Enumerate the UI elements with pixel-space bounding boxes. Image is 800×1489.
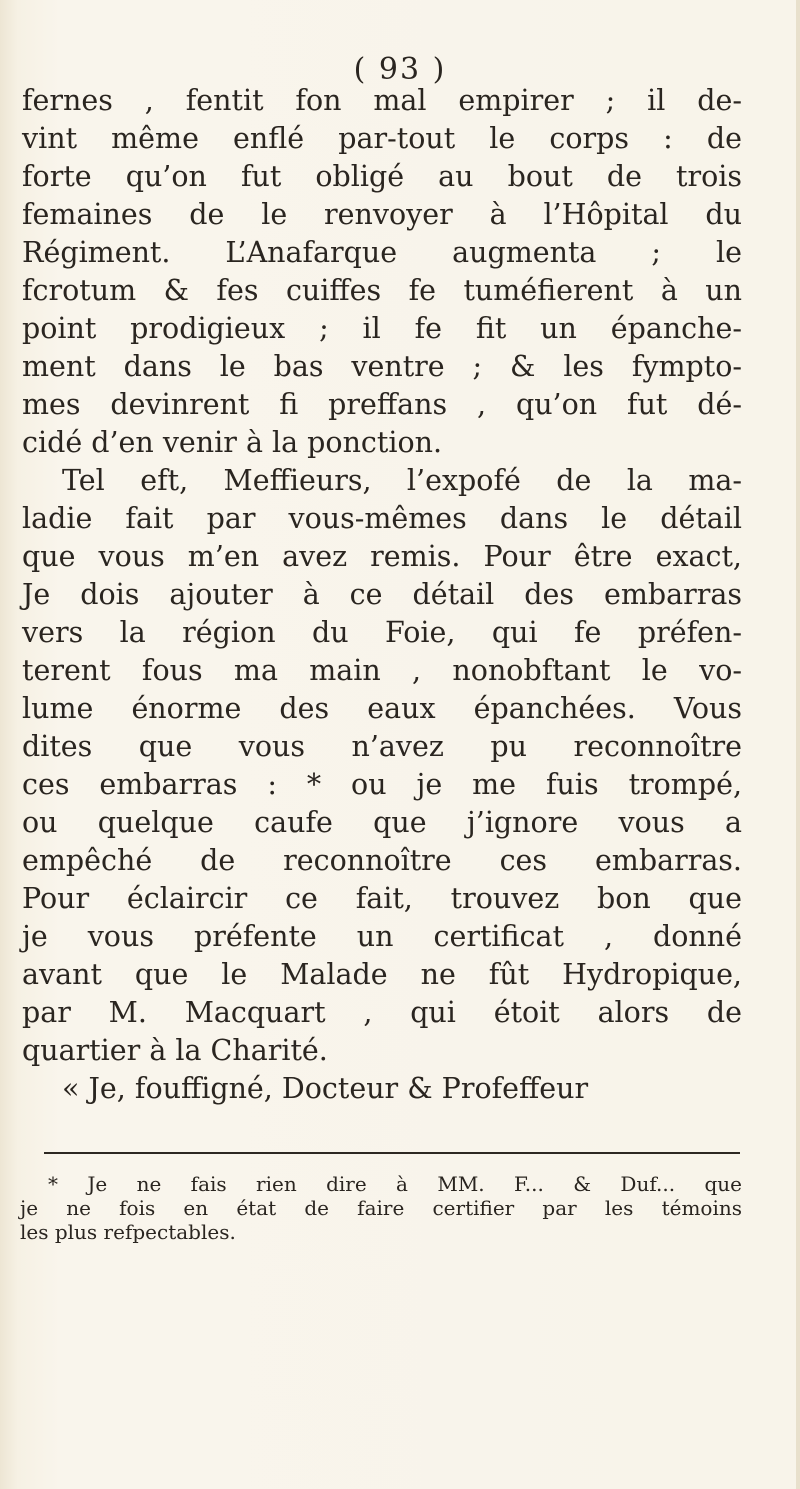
footnote-line: les plus refpectables. [20,1220,236,1244]
footnote-line: je ne fois en état de faire certifier par les témoins [20,1196,742,1220]
page-number: ( 93 ) [353,52,447,87]
text-line: Pour éclaircir ce fait, trouvez bon que [22,882,742,915]
text-line: cidé d’en venir à la ponction. [22,426,443,459]
text-line: vers la région du Foie, qui fe préfen- [22,616,742,649]
text-line: quartier à la Charité. [22,1034,328,1067]
footnote [20,1172,742,1244]
text-line: Régiment. L’Anafarque augmenta ; le [22,236,742,269]
text-line: dites que vous n’avez pu reconnoître [22,730,742,763]
text-line: forte qu’on fut obligé au bout de trois [22,160,742,193]
text-line: Je dois ajouter à ce détail des embarras [22,578,742,611]
text-line: fcrotum & fes cuiffes fe tuméfierent à un [22,274,742,307]
text-line: fernes , fentit fon mal empirer ; il de- [22,84,742,117]
text-line: avant que le Malade ne fût Hydropique, [22,958,742,991]
text-line: lume énorme des eaux épanchées. Vous [22,692,742,725]
text-line: « Je, fouffigné, Docteur & Profeffeur [62,1072,589,1105]
text-line: ou quelque caufe que j’ignore vous a [22,806,742,839]
footnote-line: * Je ne fais rien dire à MM. F... & Duf... que [48,1172,742,1196]
text-line: empêché de reconnoître ces embarras. [22,844,742,877]
text-line: ladie fait par vous-mêmes dans le détail [22,502,742,535]
text-line: terent fous ma main , nonobftant le vo- [22,654,742,687]
text-line: je vous préfente un certificat , donné [22,920,742,953]
text-line: Tel eft, Meffieurs, l’expofé de la ma- [62,464,742,497]
text-line: femaines de le renvoyer à l’Hôpital du [22,198,742,231]
text-line: que vous m’en avez remis. Pour être exact, [22,540,742,573]
footnote-divider [44,1152,740,1154]
text-line: mes devinrent fi preffans , qu’on fut dé- [22,388,742,421]
text-line: vint même enflé par-tout le corps : de [22,122,742,155]
text-line: ment dans le bas ventre ; & les fympto- [22,350,742,383]
text-line: point prodigieux ; il fe fit un épanche- [22,312,742,345]
body-text [22,82,742,1108]
text-line: par M. Macquart , qui étoit alors de [22,996,742,1029]
text-line: ces embarras : * ou je me fuis trompé, [22,768,742,801]
